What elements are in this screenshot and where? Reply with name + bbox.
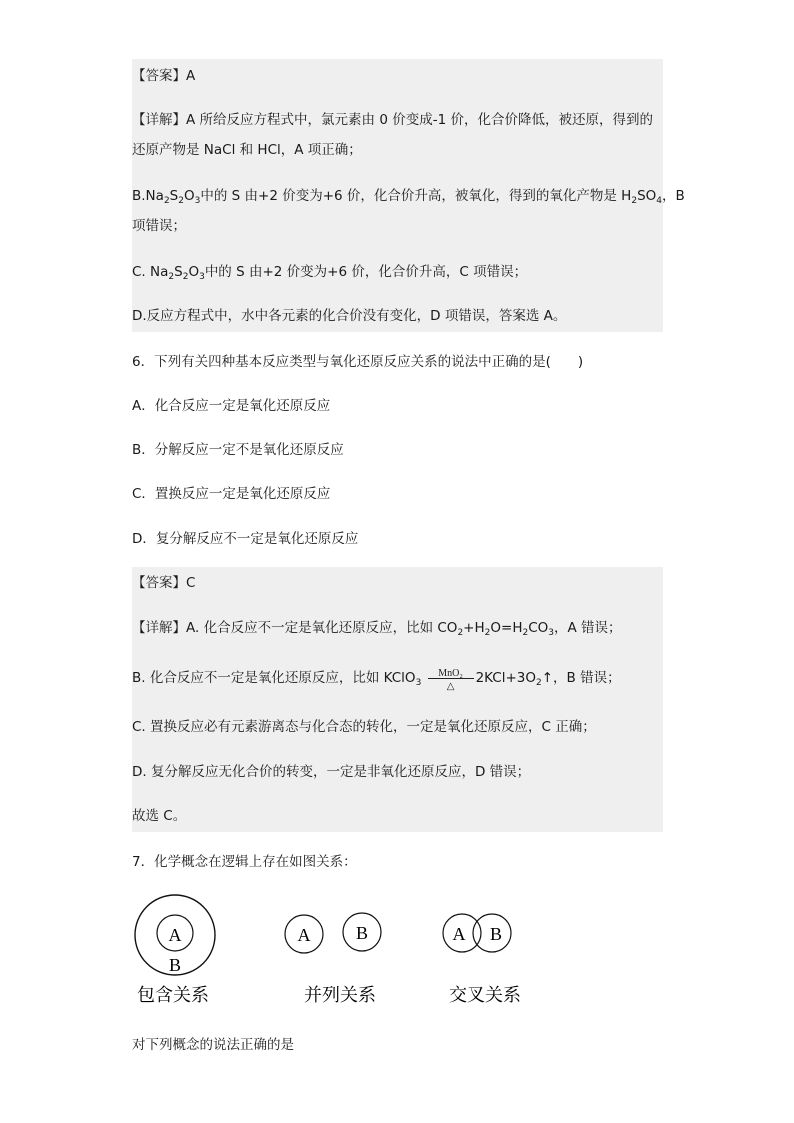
detail-q5-b: $B.Na_2S_2O_3$中的 S 由+2 价变为+6 价，化合价升高，被氧化，得到的氧化产物是 $H_2SO_4$，B bbox=[132, 188, 685, 206]
detail-q6-b: B. 化合反应不一定是氧化还原反应，比如 KClO$_3$ MnO₂ △ $2KCl+3O_2↑$，B 错误； bbox=[132, 668, 621, 688]
question-6-option-a: A．化合反应一定是氧化还原反应 bbox=[132, 398, 331, 414]
catalyst-label: MnO₂ bbox=[438, 668, 463, 679]
containment-diagram bbox=[135, 895, 215, 1006]
question-7-stem: 7．化学概念在逻辑上存在如图关系： bbox=[132, 854, 357, 870]
outer-label-b: B bbox=[168, 955, 182, 975]
parallel-relation-label: 并列关系 bbox=[304, 985, 376, 1006]
answer-q6: 【答案】C bbox=[132, 575, 196, 591]
cross-label-b: B bbox=[489, 924, 503, 944]
detail-q6-d: D. 复分解反应无化合价的转变，一定是非氧化还原反应，D 错误； bbox=[132, 764, 531, 780]
concept-relation-diagrams bbox=[125, 893, 685, 1013]
containment-label: 包含关系 bbox=[137, 985, 209, 1006]
detail-q5-c: C. $Na_2S_2O_3$中的 S 由+2 价变为+6 价，化合价升高，C 项错误； bbox=[132, 264, 528, 282]
cross-relation-label: 交叉关系 bbox=[449, 985, 521, 1006]
detail-q5-b-line2: 项错误； bbox=[132, 218, 186, 234]
answer-q5: 【答案】A bbox=[132, 68, 196, 84]
intersection-diagram bbox=[443, 914, 521, 1006]
cross-label-a: A bbox=[452, 924, 466, 944]
parallel-label-b: B bbox=[355, 923, 369, 943]
detail-q6-conclusion: 故选 C。 bbox=[132, 808, 187, 824]
solution-box-q6 bbox=[132, 567, 663, 832]
detail-q5-line1: 【详解】A 所给反应方程式中，氯元素由 0 价变成-1 价，化合价降低，被还原，得到的 bbox=[132, 112, 653, 128]
question-6-option-c: C．置换反应一定是氧化还原反应 bbox=[132, 486, 331, 502]
heat-symbol: △ bbox=[446, 681, 455, 692]
parallel-label-a: A bbox=[297, 925, 311, 945]
question-6-option-d: D．复分解反应不一定是氧化还原反应 bbox=[132, 531, 359, 547]
detail-q6-c: C. 置换反应必有元素游离态与化合态的转化，一定是氧化还原反应，C 正确； bbox=[132, 719, 596, 735]
detail-q6-a: 【详解】A. 化合反应不一定是氧化还原反应，比如 $CO_2+H_2O=H_2CO_3$，A 错误； bbox=[132, 620, 622, 638]
inner-label-a: A bbox=[168, 925, 182, 945]
reaction-condition bbox=[426, 668, 476, 692]
question-6-option-b: B．分解反应一定不是氧化还原反应 bbox=[132, 442, 344, 458]
parallel-diagram bbox=[285, 913, 381, 1006]
question-6-stem: 6．下列有关四种基本反应类型与氧化还原反应关系的说法中正确的是( ) bbox=[132, 354, 584, 370]
detail-q5-line2: 还原产物是 NaCl 和 HCl，A 项正确； bbox=[132, 142, 362, 158]
detail-q5-d: D.反应方程式中，水中各元素的化合价没有变化，D 项错误，答案选 A。 bbox=[132, 308, 567, 324]
question-7-follow: 对下列概念的说法正确的是 bbox=[132, 1037, 294, 1053]
